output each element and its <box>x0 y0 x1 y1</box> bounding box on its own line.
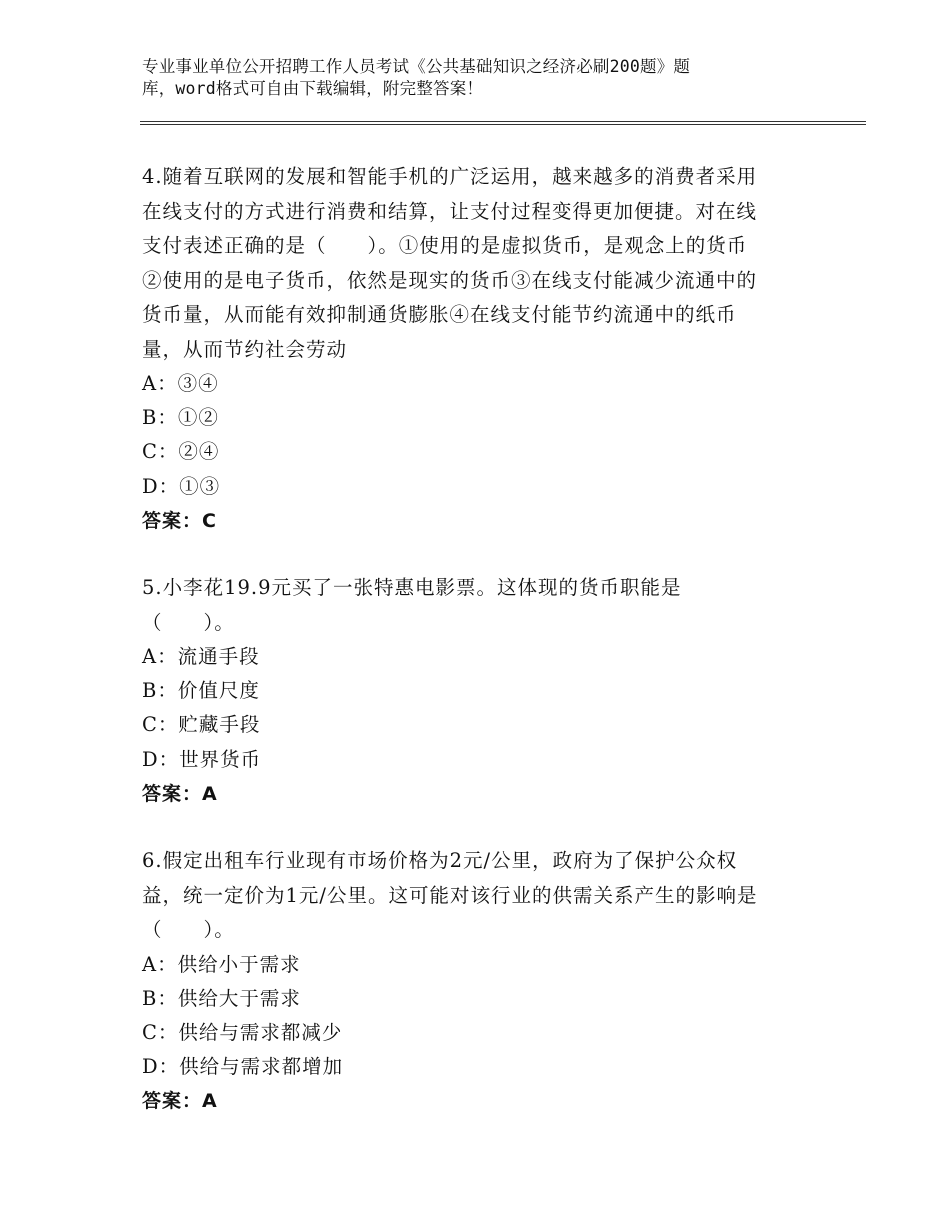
question-text-line: 在线支付的方式进行消费和结算，让支付过程变得更加便捷。对在线 <box>142 199 758 223</box>
question-text-line: 益，统一定价为1元/公里。这可能对该行业的供需关系产生的影响是 <box>142 883 758 907</box>
option-d: D：世界货币 <box>142 747 262 771</box>
option-a: A：供给小于需求 <box>142 952 301 976</box>
header-divider <box>140 124 866 125</box>
option-b: B：①② <box>142 406 219 430</box>
question-text-line: 量，从而节约社会劳动 <box>142 337 348 361</box>
question-text-line: 4.随着互联网的发展和智能手机的广泛运用，越来越多的消费者采用 <box>142 165 758 188</box>
option-c: C：贮藏手段 <box>142 713 261 737</box>
option-b: B：供给大于需求 <box>142 986 301 1010</box>
question-text-line: 5.小李花19.9元买了一张特惠电影票。这体现的货币职能是 <box>142 576 682 599</box>
option-d: D：①③ <box>142 474 221 498</box>
option-a: A：流通手段 <box>142 645 260 668</box>
question-5 <box>142 571 812 811</box>
header-line: 库，word格式可自由下载编辑，附完整答案！ <box>142 79 484 98</box>
option-a: A：③④ <box>142 372 219 395</box>
question-text-line: （ ）。 <box>142 918 235 941</box>
answer-label: 答案：A <box>142 782 218 805</box>
option-c: C：供给与需求都减少 <box>142 1020 343 1044</box>
question-text-line: ②使用的是电子货币，依然是现实的货币③在线支付能减少流通中的 <box>142 268 758 292</box>
question-text-line: 支付表述正确的是（ ）。①使用的是虚拟货币，是观念上的货币 <box>142 234 748 257</box>
header-line: 专业事业单位公开招聘工作人员考试《公共基础知识之经济必刷200题》题 <box>142 57 691 76</box>
option-b: B：价值尺度 <box>142 679 260 703</box>
header-divider <box>140 121 866 122</box>
answer-label: 答案：A <box>142 1090 218 1113</box>
document-header <box>142 56 782 100</box>
question-text-line: 6.假定出租车行业现有市场价格为2元/公里，政府为了保护公众权 <box>142 849 738 872</box>
question-text-line: （ ）。 <box>142 610 235 634</box>
question-6 <box>142 844 812 1118</box>
option-c: C：②④ <box>142 440 220 464</box>
option-d: D：供给与需求都增加 <box>142 1055 344 1079</box>
question-4 <box>142 160 812 538</box>
question-text-line: 货币量，从而能有效抑制通货膨胀④在线支付能节约流通中的纸币 <box>142 303 737 326</box>
answer-label: 答案：C <box>142 509 217 532</box>
